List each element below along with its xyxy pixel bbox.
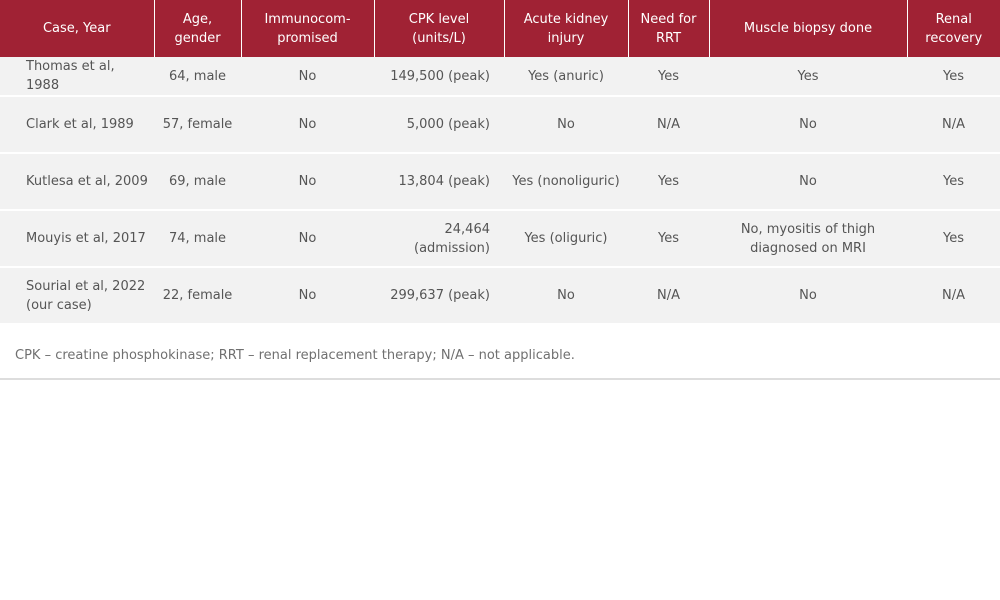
cell-acute-kidney-injury: Yes (anuric) <box>504 57 628 96</box>
cell-age-gender: 57, female <box>154 96 241 153</box>
cell-age-gender: 69, male <box>154 153 241 210</box>
cell-case-year: Sourial et al, 2022 (our case) <box>0 267 154 324</box>
cell-cpk-level: 149,500 (peak) <box>374 57 504 96</box>
table-body <box>0 57 1000 324</box>
cell-case-year: Thomas et al, 1988 <box>0 57 154 96</box>
cell-immunocompromised: No <box>241 57 374 96</box>
header-renal-recovery: Renal recovery <box>925 11 983 46</box>
table-row <box>0 96 1000 153</box>
cell-renal-recovery: Yes <box>907 210 1000 267</box>
header-case-year: Case, Year <box>0 0 154 57</box>
header-age-gender: Age, gender <box>154 0 241 57</box>
cell-renal-recovery: N/A <box>907 96 1000 153</box>
cell-need-for-rrt: Yes <box>628 153 709 210</box>
cell-age-gender: 64, male <box>154 57 241 96</box>
header-muscle-biopsy: Muscle biopsy done <box>709 0 907 57</box>
cell-cpk-level: 5,000 (peak) <box>374 96 504 153</box>
footnote-text: CPK – creatine phosphokinase; RRT – renal replacement therapy; N/A – not applicable. <box>15 348 575 363</box>
cell-age-gender: 74, male <box>154 210 241 267</box>
header-cpk-level: CPK level (units/L) <box>374 0 504 57</box>
cell-acute-kidney-injury: No <box>504 96 628 153</box>
table-row <box>0 57 1000 96</box>
cell-immunocompromised: No <box>241 153 374 210</box>
cell-muscle-biopsy: No <box>709 153 907 210</box>
cell-cpk-level: 24,464 (admission) <box>374 210 504 267</box>
cell-cpk-level: 299,637 (peak) <box>374 267 504 324</box>
table-row <box>0 153 1000 210</box>
cell-muscle-biopsy: Yes <box>709 57 907 96</box>
cell-acute-kidney-injury: Yes (oliguric) <box>504 210 628 267</box>
cell-renal-recovery: Yes <box>907 153 1000 210</box>
table-header <box>0 0 1000 57</box>
header-acute-kidney-injury: Acute kidney injury <box>504 0 628 57</box>
table-footnote <box>0 331 1000 380</box>
cell-immunocompromised: No <box>241 96 374 153</box>
cell-case-year: Mouyis et al, 2017 <box>0 210 154 267</box>
cell-immunocompromised: No <box>241 267 374 324</box>
cell-muscle-biopsy: No <box>709 96 907 153</box>
table-row <box>0 267 1000 324</box>
cell-need-for-rrt: N/A <box>628 96 709 153</box>
cell-need-for-rrt: N/A <box>628 267 709 324</box>
cell-case-year: Clark et al, 1989 <box>0 96 154 153</box>
table-row <box>0 210 1000 267</box>
cell-muscle-biopsy: No, myositis of thigh diagnosed on MRI <box>709 210 907 267</box>
cell-need-for-rrt: Yes <box>628 57 709 96</box>
cell-renal-recovery: N/A <box>907 267 1000 324</box>
cell-renal-recovery: Yes <box>907 57 1000 96</box>
cell-age-gender: 22, female <box>154 267 241 324</box>
header-immunocompromised: Immunocom-promised <box>241 0 374 57</box>
cell-case-year: Kutlesa et al, 2009 <box>0 153 154 210</box>
cell-need-for-rrt: Yes <box>628 210 709 267</box>
cell-acute-kidney-injury: No <box>504 267 628 324</box>
cell-muscle-biopsy: No <box>709 267 907 324</box>
header-row <box>0 0 1000 57</box>
cell-acute-kidney-injury: Yes (nonoliguric) <box>504 153 628 210</box>
cell-cpk-level: 13,804 (peak) <box>374 153 504 210</box>
header-need-for-rrt: Need for RRT <box>628 0 709 57</box>
cell-immunocompromised: No <box>241 210 374 267</box>
